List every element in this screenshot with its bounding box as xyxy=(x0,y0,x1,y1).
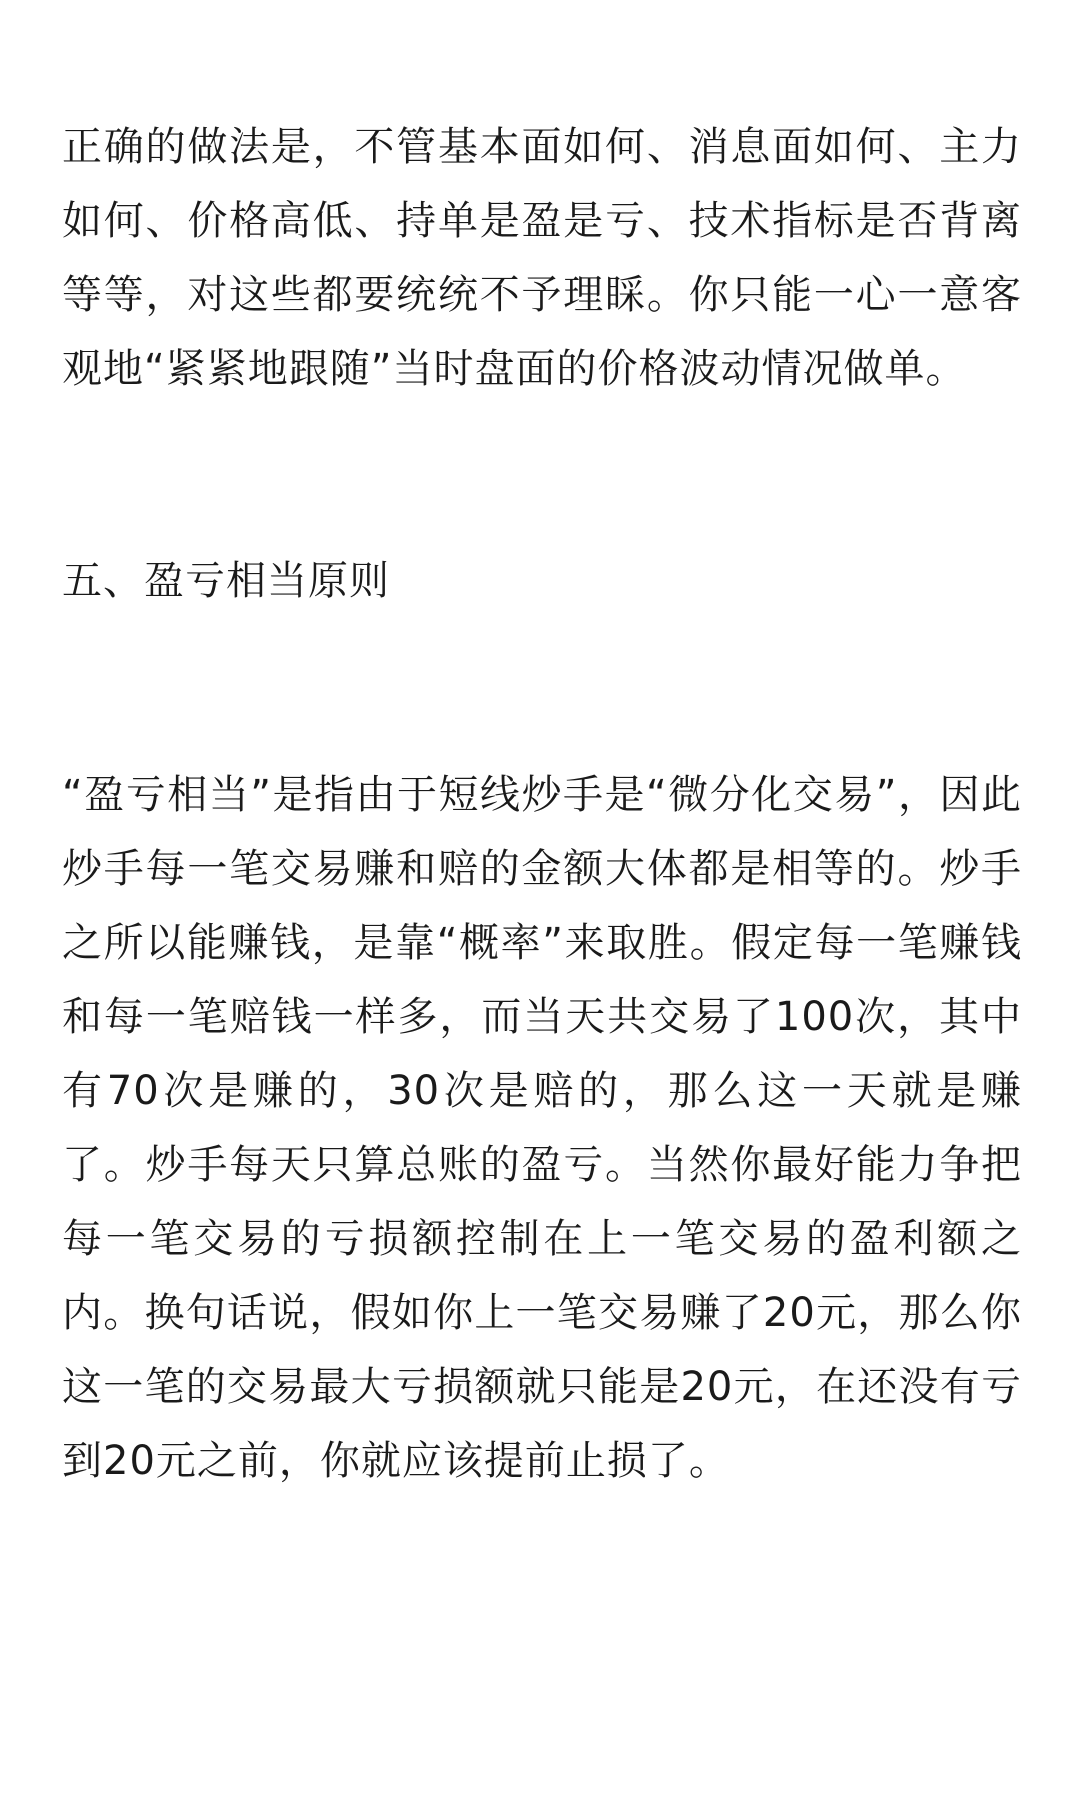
paragraph-profit-loss-balance: “盈亏相当”是指由于短线炒手是“微分化交易”，因此炒手每一笔交易赚和赔的金额大体都是相等的。炒手之所以能赚钱，是靠“概率”来取胜。假定每一笔赚钱和每一笔赔钱一样多，而当天共交易了100次，其中有70次是赚的，30次是赔的，那么这一天就是赚了。炒手每天只算总账的盈亏。当然你最好能力争把每一笔交易的亏损额控制在上一笔交易的盈利额之内。换句话说，假如你上一笔交易赚了20元，那么你这一笔的交易最大亏损额就只能是20元，在还没有亏到20元之前，你就应该提前止损了。 xyxy=(62,772,1022,1484)
article-body xyxy=(62,110,1022,1498)
paragraph-spacer xyxy=(62,406,1022,544)
heading-spacer xyxy=(62,618,1022,758)
section-heading: 五、盈亏相当原则 xyxy=(62,558,390,604)
paragraph-trading-method: 正确的做法是，不管基本面如何、消息面如何、主力如何、价格高低、持单是盈是亏、技术指标是否背离等等，对这些都要统统不予理睬。你只能一心一意客观地“紧紧地跟随”当时盘面的价格波动情况做单。 xyxy=(62,124,1022,392)
